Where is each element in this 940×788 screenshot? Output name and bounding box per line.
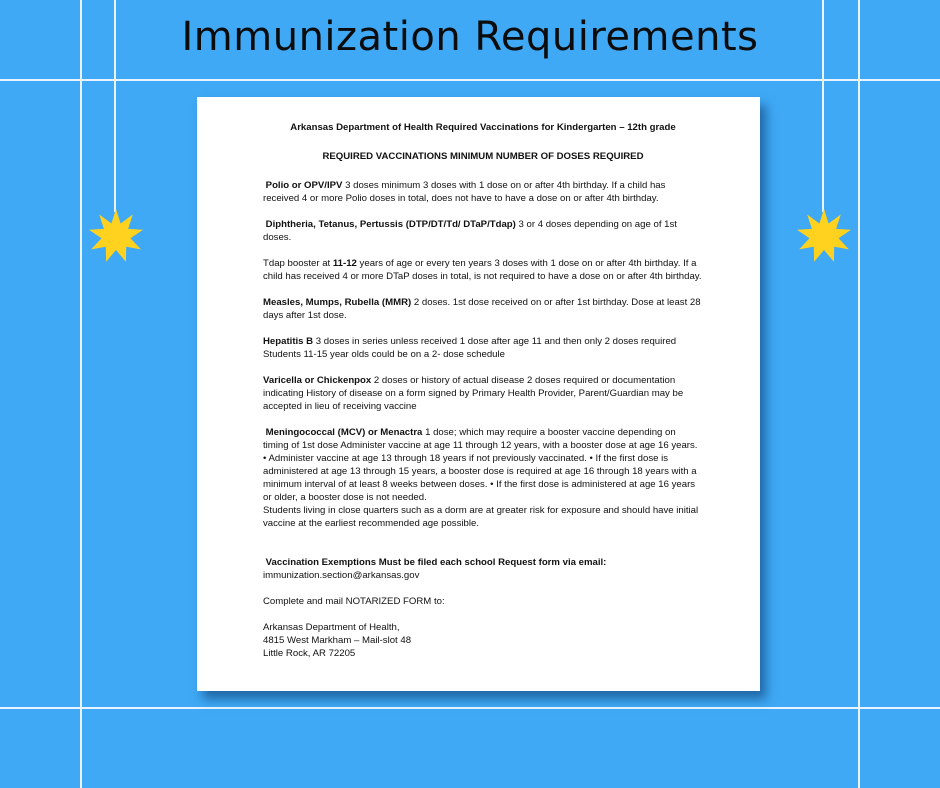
section-text: 1 dose; which may require a booster vaccine depending on timing of 1st dose Administer vaccine at age 11 through 12 years, with a booster dose at age 16 years. • Administer vaccine at age 13 through 18 years if not previously vaccinated. • If the first dose is administered at age 13 through 15 years, a booster dose is required at age 16 through 18 years with a minimum interval of at least 8 weeks between doses. • If the first dose is administered at age 16 years or older, a booster dose is not needed. xyxy=(263,427,698,503)
document-body xyxy=(263,121,703,673)
section-text: 2 doses. 1st dose received on or after 1st birthday. Dose at least 28 days after 1st dose. xyxy=(263,297,701,321)
section-text: 3 doses in series unless received 1 dose after age 11 and then only 2 doses required Students 11-15 year olds could be on a 2- dose schedule xyxy=(263,336,677,360)
star-icon-left xyxy=(89,208,143,262)
section-hepatitis-b xyxy=(263,335,703,361)
mailing-address xyxy=(263,621,703,660)
grid-line-bottom xyxy=(0,707,940,709)
section-title: 11-12 xyxy=(332,258,357,269)
address-line: Little Rock, AR 72205 xyxy=(263,648,356,659)
section-meningococcal xyxy=(263,426,703,530)
section-text: 3 doses minimum 3 doses with 1 dose on or after 4th birthday. If a child has received 4 or more Polio doses in total, does not have to have a dose on or after 4th birthday. xyxy=(263,180,666,204)
hanging-line-left xyxy=(80,0,82,788)
mail-instruction: Complete and mail NOTARIZED FORM to: xyxy=(263,596,445,607)
document-heading: Arkansas Department of Health Required Vaccinations for Kindergarten – 12th grade xyxy=(290,122,676,133)
hanging-line-right xyxy=(858,0,860,788)
section-note: Students living in close quarters such as a dorm are at greater risk for exposure and should have initial vaccine at the earliest recommended age possible. xyxy=(263,505,699,529)
section-text: 3 or 4 doses depending on age of 1st doses. xyxy=(263,219,677,243)
grid-line-top xyxy=(0,79,940,81)
star-icon-right xyxy=(797,208,851,262)
address-line: Arkansas Department of Health, xyxy=(263,622,400,633)
document-sheet xyxy=(197,97,760,691)
section-dtp xyxy=(263,218,703,244)
section-mmr xyxy=(263,296,703,322)
exemptions-title: Vaccination Exemptions Must be filed each school Request form via email: xyxy=(265,557,607,568)
section-text: 2 doses or history of actual disease 2 doses required or documentation indicating History of disease on a form signed by Primary Health Provider, Parent/Guardian may be accepted in lieu of receiving vaccine xyxy=(263,375,684,412)
section-title: Meningococcal (MCV) or Menactra xyxy=(265,427,423,438)
spacer xyxy=(263,543,703,556)
page-title: Immunization Requirements xyxy=(181,14,759,60)
section-title: Measles, Mumps, Rubella (MMR) xyxy=(263,297,412,308)
section-title: Diphtheria, Tetanus, Pertussis (DTP/DT/Td/ DTaP/Tdap) xyxy=(265,219,516,230)
section-title: Polio or OPV/IPV xyxy=(265,180,343,191)
section-text: years of age or every ten years 3 doses with 1 dose on or after 4th birthday. If a child has received 4 or more DTaP doses in total, is not required to have a dose on or after 4th birthday. xyxy=(263,258,702,282)
exemptions-block xyxy=(263,556,703,582)
section-title: Hepatitis B xyxy=(263,336,314,347)
section-title: Varicella or Chickenpox xyxy=(263,375,372,386)
section-tdap-booster xyxy=(263,257,703,283)
exemptions-email[interactable]: immunization.section@arkansas.gov xyxy=(263,570,420,581)
address-line: 4815 West Markham – Mail-slot 48 xyxy=(263,635,412,646)
document-subheading: REQUIRED VACCINATIONS MINIMUM NUMBER OF DOSES REQUIRED xyxy=(322,151,644,162)
section-varicella xyxy=(263,374,703,413)
section-prefix: Tdap booster at xyxy=(263,258,333,269)
section-polio xyxy=(263,179,703,205)
